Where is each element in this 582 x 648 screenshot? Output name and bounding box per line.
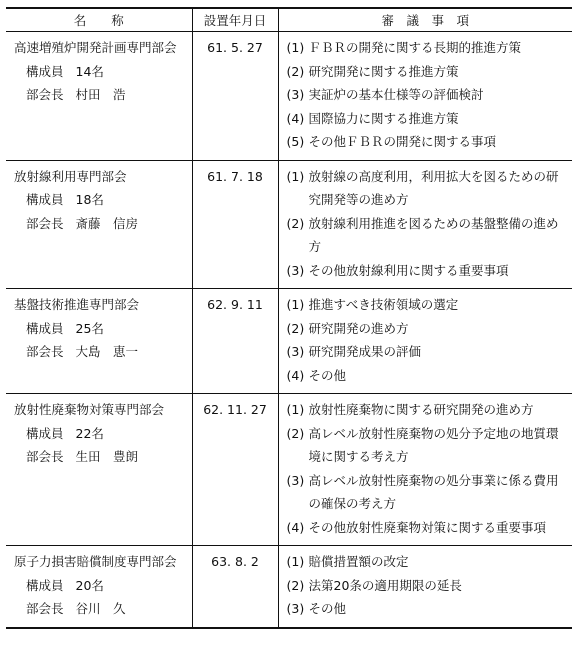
established-date-cell <box>192 394 278 546</box>
established-date: 62. 11. 27 <box>203 402 267 417</box>
table-row <box>6 546 572 628</box>
chair-label: 部会長 <box>26 87 64 102</box>
members-label: 構成員 <box>26 577 64 593</box>
matter-text: 研究開発成果の評価 <box>308 344 422 359</box>
header-date: 設置年月日 <box>192 8 278 32</box>
matter-text: 実証炉の基本仕様等の評価検討 <box>308 87 484 102</box>
matter-item <box>279 469 573 516</box>
matter-number: (4) <box>286 519 305 535</box>
matter-item <box>279 317 573 341</box>
established-date-cell <box>192 289 278 394</box>
chair-line <box>6 83 192 107</box>
committee-name: 放射性廃棄物対策専門部会 <box>14 402 165 417</box>
matter-item <box>279 550 573 574</box>
chair-name: 斎藤 信房 <box>75 215 139 231</box>
chair-label: 部会長 <box>26 449 64 464</box>
matter-text: 放射性廃棄物に関する研究開発の進め方 <box>308 402 534 417</box>
chair-label: 部会長 <box>26 215 64 231</box>
matter-text: 高レベル放射性廃棄物の処分予定地の地質環境に関する考え方 <box>308 425 559 464</box>
matter-number: (4) <box>286 110 305 126</box>
committee-cell <box>6 394 192 546</box>
chair-line <box>6 597 192 621</box>
committee-cell <box>6 546 192 628</box>
matter-item <box>279 83 573 107</box>
matter-number: (2) <box>286 215 305 231</box>
committee-table <box>6 7 572 629</box>
matter-item <box>279 130 573 154</box>
matter-number: (1) <box>286 554 305 569</box>
chair-name: 村田 浩 <box>75 87 126 102</box>
matter-item <box>279 597 573 621</box>
established-date-cell <box>192 160 278 289</box>
committee-name: 高速増殖炉開発計画専門部会 <box>14 40 177 55</box>
matter-text: その他 <box>308 601 347 616</box>
table-row <box>6 289 572 394</box>
committee-name: 基盤技術推進専門部会 <box>14 297 140 312</box>
matter-item <box>279 107 573 131</box>
matter-text: 研究開発の進め方 <box>308 320 409 336</box>
established-date: 61. 5. 27 <box>207 40 263 55</box>
header-matters: 審 議 事 項 <box>278 8 572 32</box>
matter-number: (3) <box>286 601 305 616</box>
matter-text: その他 <box>308 367 347 383</box>
matter-number: (2) <box>286 63 305 79</box>
matter-item <box>279 574 573 598</box>
matter-text: ＦＢＲの開発に関する長期的推進方策 <box>308 40 522 55</box>
table-row <box>6 160 572 289</box>
matter-text: 研究開発に関する推進方策 <box>308 63 459 79</box>
matter-item <box>279 259 573 283</box>
established-date: 61. 7. 18 <box>207 168 263 184</box>
established-date: 63. 8. 2 <box>211 554 259 569</box>
table-row <box>6 394 572 546</box>
matter-number: (4) <box>286 367 305 383</box>
committee-name: 放射線利用専門部会 <box>14 168 127 184</box>
members-count: 20名 <box>75 577 104 593</box>
matter-number: (3) <box>286 344 305 359</box>
chair-line <box>6 445 192 469</box>
header-row <box>6 8 572 32</box>
deliberation-matters-cell <box>278 160 572 289</box>
matter-number: (2) <box>286 425 305 441</box>
matter-item <box>279 165 573 212</box>
header-name: 名 称 <box>6 8 192 32</box>
matter-item <box>279 212 573 259</box>
members-count: 22名 <box>75 425 104 441</box>
matter-number: (5) <box>286 134 305 149</box>
established-date-cell <box>192 32 278 161</box>
committee-cell <box>6 289 192 394</box>
chair-line <box>6 212 192 236</box>
chair-line <box>6 340 192 364</box>
matter-text: 賠償措置額の改定 <box>308 554 409 569</box>
committee-cell <box>6 160 192 289</box>
matter-item <box>279 340 573 364</box>
matter-item <box>279 516 573 540</box>
chair-name: 生田 豊朗 <box>75 449 139 464</box>
chair-label: 部会長 <box>26 344 64 359</box>
matter-text: その他ＦＢＲの開発に関する事項 <box>308 134 497 149</box>
matter-text: 高レベル放射性廃棄物の処分事業に係る費用の確保の考え方 <box>308 472 559 511</box>
matter-item <box>279 398 573 422</box>
table-row <box>6 32 572 161</box>
chair-name: 谷川 久 <box>75 601 126 616</box>
matter-item <box>279 422 573 469</box>
matter-number: (2) <box>286 320 305 336</box>
established-date: 62. 9. 11 <box>207 297 263 312</box>
members-label: 構成員 <box>26 63 64 79</box>
chair-name: 大島 恵一 <box>75 344 139 359</box>
matter-text: 放射線の高度利用，利用拡大を図るための研究開発等の進め方 <box>308 168 559 207</box>
matter-number: (2) <box>286 577 305 593</box>
matter-text: 推進すべき技術領域の選定 <box>308 297 459 312</box>
members-count: 18名 <box>75 192 104 207</box>
deliberation-matters-cell <box>278 289 572 394</box>
matter-item <box>279 293 573 317</box>
members-line <box>6 422 192 446</box>
deliberation-matters-cell <box>278 546 572 628</box>
matter-number: (1) <box>286 297 305 312</box>
matter-item <box>279 36 573 60</box>
matter-text: 法第20条の適用期限の延長 <box>308 577 462 593</box>
matter-item <box>279 364 573 388</box>
matter-text: 国際協力に関する推進方策 <box>308 110 459 126</box>
matter-number: (3) <box>286 262 305 278</box>
members-label: 構成員 <box>26 192 64 207</box>
matter-text: その他放射線利用に関する重要事項 <box>308 262 509 278</box>
chair-label: 部会長 <box>26 601 64 616</box>
members-line <box>6 188 192 212</box>
matter-number: (1) <box>286 40 305 55</box>
matter-number: (1) <box>286 402 305 417</box>
deliberation-matters-cell <box>278 394 572 546</box>
committee-cell <box>6 32 192 161</box>
members-count: 14名 <box>75 63 104 79</box>
members-line <box>6 60 192 84</box>
committee-name: 原子力損害賠償制度専門部会 <box>14 554 177 569</box>
matter-item <box>279 60 573 84</box>
members-line <box>6 317 192 341</box>
matter-number: (3) <box>286 472 305 488</box>
members-line <box>6 574 192 598</box>
matter-text: 放射線利用推進を図るための基盤整備の進め方 <box>308 215 559 254</box>
members-count: 25名 <box>75 320 104 336</box>
established-date-cell <box>192 546 278 628</box>
deliberation-matters-cell <box>278 32 572 161</box>
members-label: 構成員 <box>26 320 64 336</box>
members-label: 構成員 <box>26 425 64 441</box>
matter-number: (1) <box>286 168 305 184</box>
matter-number: (3) <box>286 87 305 102</box>
matter-text: その他放射性廃棄物対策に関する重要事項 <box>308 519 547 535</box>
